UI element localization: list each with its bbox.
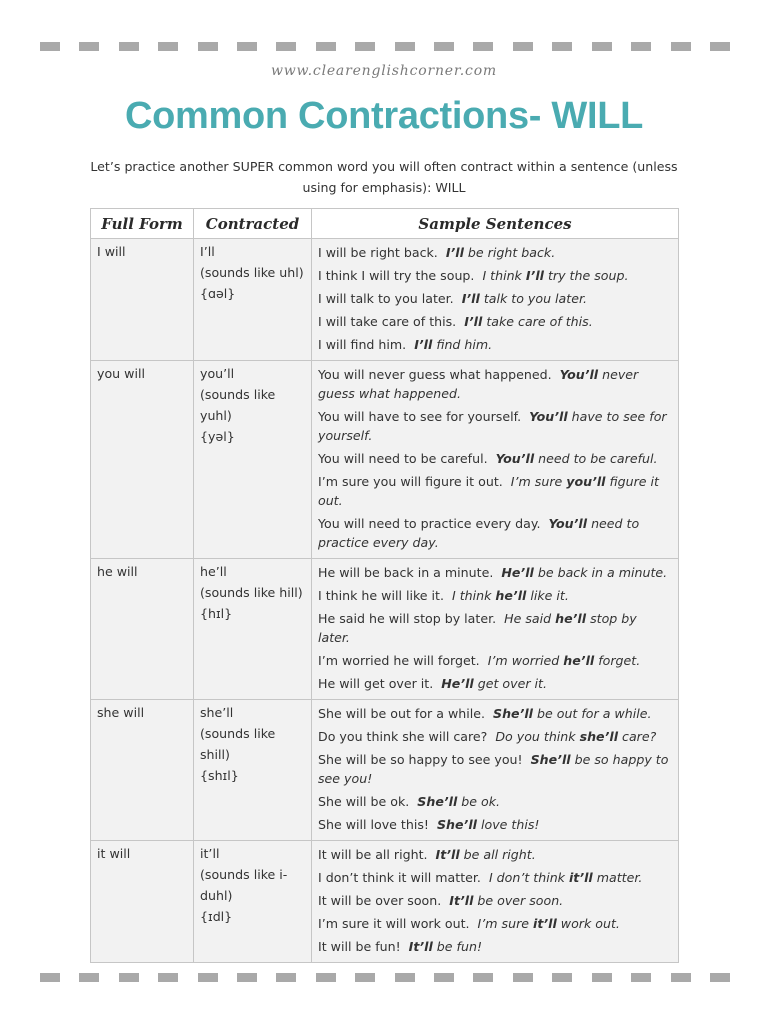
contraction-highlight: You’ll bbox=[529, 409, 568, 424]
full-sentence: He said he will stop by later. bbox=[318, 611, 497, 626]
contraction-highlight: you’ll bbox=[566, 474, 606, 489]
border-dash bbox=[158, 973, 178, 982]
contraction-highlight: He’ll bbox=[441, 676, 474, 691]
phonetic-spelling: {yəl} bbox=[200, 429, 235, 444]
full-sentence: It will be over soon. bbox=[318, 893, 442, 908]
contraction-highlight: He’ll bbox=[501, 565, 534, 580]
contracted-sentence bbox=[493, 706, 651, 721]
contracted-form: he’ll bbox=[200, 564, 227, 579]
border-dash bbox=[237, 973, 257, 982]
contracted-sentence bbox=[478, 916, 620, 931]
pronunciation-note: (sounds like uhl) bbox=[200, 265, 304, 280]
contracted-form: you’ll bbox=[200, 366, 235, 381]
contraction-highlight: She’ll bbox=[530, 752, 571, 767]
pronunciation-note: (sounds like yuhl) bbox=[200, 387, 276, 423]
full-sentence: I think he will like it. bbox=[318, 588, 444, 603]
contracted-cell bbox=[194, 559, 312, 700]
contracted-sentence bbox=[488, 653, 641, 668]
contracted-sentence bbox=[482, 268, 628, 283]
contracted-sentence bbox=[496, 451, 658, 466]
sample-sentence bbox=[318, 407, 672, 445]
border-dash bbox=[592, 973, 612, 982]
contracted-cell bbox=[194, 700, 312, 841]
border-dash bbox=[316, 973, 336, 982]
full-sentence: Do you think she will care? bbox=[318, 729, 488, 744]
sample-sentence bbox=[318, 289, 672, 308]
contracted-sentence bbox=[441, 676, 547, 691]
full-sentence: I’m worried he will forget. bbox=[318, 653, 480, 668]
contracted-sentence bbox=[409, 939, 482, 954]
sentence-suffix: care? bbox=[618, 729, 657, 744]
sentence-prefix: He said bbox=[504, 611, 556, 626]
sentence-suffix: need to practice every day. bbox=[318, 516, 640, 550]
table-row bbox=[91, 239, 679, 361]
sentence-suffix: take care of this. bbox=[482, 314, 593, 329]
border-dash bbox=[79, 973, 99, 982]
contraction-highlight: he’ll bbox=[563, 653, 595, 668]
contracted-sentence bbox=[446, 245, 555, 260]
border-dash bbox=[355, 973, 375, 982]
contracted-sentence bbox=[449, 893, 563, 908]
contracted-sentence bbox=[452, 588, 569, 603]
full-sentence: He will be back in a minute. bbox=[318, 565, 494, 580]
sentence-suffix: matter. bbox=[592, 870, 643, 885]
contraction-highlight: I’ll bbox=[525, 268, 544, 283]
contraction-highlight: She’ll bbox=[417, 794, 458, 809]
border-dash bbox=[79, 42, 99, 51]
phonetic-spelling: {shɪl} bbox=[200, 768, 239, 783]
full-form-cell: I will bbox=[91, 239, 194, 361]
border-dash bbox=[119, 973, 139, 982]
border-dash bbox=[513, 973, 533, 982]
sentence-suffix: be over soon. bbox=[473, 893, 564, 908]
sentence-suffix: talk to you later. bbox=[479, 291, 587, 306]
phonetic-spelling: {ɑəl} bbox=[200, 286, 236, 301]
full-sentence: I will find him. bbox=[318, 337, 407, 352]
contraction-highlight: It’ll bbox=[449, 893, 474, 908]
top-dashed-border bbox=[40, 42, 730, 51]
header-sample-sentences: Sample Sentences bbox=[312, 209, 679, 239]
header-full-form: Full Form bbox=[91, 209, 194, 239]
full-sentence: I will talk to you later. bbox=[318, 291, 454, 306]
contractions-table bbox=[90, 208, 679, 963]
sentence-suffix: be so happy to see you! bbox=[318, 752, 669, 786]
full-sentence: He will get over it. bbox=[318, 676, 434, 691]
border-dash bbox=[631, 973, 651, 982]
contraction-highlight: she’ll bbox=[579, 729, 619, 744]
sentence-suffix: figure it out. bbox=[318, 474, 659, 508]
pronunciation-note: (sounds like shill) bbox=[200, 726, 276, 762]
full-sentence: She will be ok. bbox=[318, 794, 410, 809]
intro-text: Let’s practice another SUPER common word you will often contract within a sentence (unless using for emphasis): WILL bbox=[90, 159, 678, 195]
sentence-suffix: be all right. bbox=[459, 847, 536, 862]
border-dash bbox=[631, 42, 651, 51]
contracted-sentence bbox=[489, 870, 642, 885]
contracted-sentence bbox=[464, 314, 593, 329]
sentence-suffix: like it. bbox=[526, 588, 569, 603]
header-contracted: Contracted bbox=[194, 209, 312, 239]
table-row bbox=[91, 841, 679, 963]
table-row bbox=[91, 559, 679, 700]
sample-sentence bbox=[318, 727, 672, 746]
sentence-suffix: have to see for yourself. bbox=[318, 409, 667, 443]
sample-sentence bbox=[318, 335, 672, 354]
sentence-prefix: I think bbox=[452, 588, 496, 603]
border-dash bbox=[473, 42, 493, 51]
full-sentence: I’m sure it will work out. bbox=[318, 916, 470, 931]
border-dash bbox=[592, 42, 612, 51]
border-dash bbox=[395, 973, 415, 982]
border-dash bbox=[355, 42, 375, 51]
sample-sentence bbox=[318, 792, 672, 811]
sentence-suffix: try the soup. bbox=[543, 268, 629, 283]
sentence-suffix: find him. bbox=[432, 337, 493, 352]
sample-sentence bbox=[318, 891, 672, 910]
border-dash bbox=[671, 973, 691, 982]
border-dash bbox=[710, 42, 730, 51]
border-dash bbox=[513, 42, 533, 51]
pronunciation-note: (sounds like i-duhl) bbox=[200, 867, 288, 903]
full-sentence: You will need to practice every day. bbox=[318, 516, 541, 531]
sentence-prefix: I think bbox=[482, 268, 526, 283]
border-dash bbox=[671, 42, 691, 51]
sample-sentence bbox=[318, 937, 672, 956]
sentence-prefix: I don’t think bbox=[488, 870, 569, 885]
full-sentence: She will be out for a while. bbox=[318, 706, 485, 721]
sentence-suffix: be back in a minute. bbox=[533, 565, 668, 580]
sample-sentence bbox=[318, 868, 672, 887]
sample-sentence bbox=[318, 704, 672, 723]
border-dash bbox=[158, 42, 178, 51]
border-dash bbox=[395, 42, 415, 51]
bottom-dashed-border bbox=[40, 973, 730, 982]
contracted-form: I’ll bbox=[200, 244, 215, 259]
full-sentence: I think I will try the soup. bbox=[318, 268, 475, 283]
border-dash bbox=[198, 42, 218, 51]
full-form-cell: you will bbox=[91, 361, 194, 559]
sentence-suffix: never guess what happened. bbox=[318, 367, 639, 401]
contraction-highlight: She’ll bbox=[493, 706, 533, 721]
border-dash bbox=[552, 42, 572, 51]
sample-sentence bbox=[318, 514, 672, 552]
sample-sentence bbox=[318, 609, 672, 647]
contraction-highlight: I’ll bbox=[414, 337, 433, 352]
contracted-cell bbox=[194, 841, 312, 963]
contraction-highlight: it’ll bbox=[568, 870, 593, 885]
contraction-highlight: It’ll bbox=[408, 939, 433, 954]
sample-sentence bbox=[318, 472, 672, 510]
contracted-sentence bbox=[436, 847, 536, 862]
website-url: www.clearenglishcorner.com bbox=[270, 63, 497, 79]
sample-sentences-cell bbox=[312, 559, 679, 700]
sentence-suffix: be ok. bbox=[457, 794, 501, 809]
contracted-form: she’ll bbox=[200, 705, 234, 720]
contracted-cell bbox=[194, 361, 312, 559]
border-dash bbox=[434, 973, 454, 982]
phonetic-spelling: {ɪdl} bbox=[200, 909, 233, 924]
contraction-highlight: he’ll bbox=[495, 588, 527, 603]
contraction-highlight: I’ll bbox=[445, 245, 464, 260]
contracted-sentence bbox=[501, 565, 667, 580]
sample-sentences-cell bbox=[312, 239, 679, 361]
full-form-cell: he will bbox=[91, 559, 194, 700]
sentence-suffix: love this! bbox=[476, 817, 540, 832]
sample-sentence bbox=[318, 243, 672, 262]
contracted-sentence bbox=[417, 794, 500, 809]
sentence-prefix: Do you think bbox=[495, 729, 580, 744]
sample-sentence bbox=[318, 914, 672, 933]
sample-sentences-cell bbox=[312, 841, 679, 963]
table-row bbox=[91, 361, 679, 559]
sentence-suffix: work out. bbox=[556, 916, 620, 931]
sample-sentence bbox=[318, 586, 672, 605]
border-dash bbox=[276, 42, 296, 51]
full-sentence: She will love this! bbox=[318, 817, 429, 832]
sentence-suffix: forget. bbox=[594, 653, 641, 668]
border-dash bbox=[316, 42, 336, 51]
sample-sentences-cell bbox=[312, 361, 679, 559]
sample-sentences-cell bbox=[312, 700, 679, 841]
full-sentence: I’m sure you will figure it out. bbox=[318, 474, 503, 489]
full-sentence: She will be so happy to see you! bbox=[318, 752, 523, 767]
table-row bbox=[91, 700, 679, 841]
full-form-cell: she will bbox=[91, 700, 194, 841]
sentence-suffix: be fun! bbox=[432, 939, 482, 954]
sample-sentence bbox=[318, 750, 672, 788]
border-dash bbox=[710, 973, 730, 982]
contraction-highlight: he’ll bbox=[555, 611, 587, 626]
border-dash bbox=[473, 973, 493, 982]
sample-sentence bbox=[318, 651, 672, 670]
page-title: Common Contractions- WILL bbox=[124, 95, 644, 137]
full-sentence: It will be all right. bbox=[318, 847, 428, 862]
sentence-suffix: be out for a while. bbox=[533, 706, 652, 721]
border-dash bbox=[276, 973, 296, 982]
border-dash bbox=[119, 42, 139, 51]
sentence-suffix: get over it. bbox=[473, 676, 547, 691]
border-dash bbox=[552, 973, 572, 982]
sample-sentence bbox=[318, 266, 672, 285]
full-sentence: You will have to see for yourself. bbox=[318, 409, 522, 424]
full-sentence: I will be right back. bbox=[318, 245, 438, 260]
full-sentence: I don’t think it will matter. bbox=[318, 870, 481, 885]
sample-sentence bbox=[318, 312, 672, 331]
contracted-sentence bbox=[437, 817, 539, 832]
contraction-highlight: You’ll bbox=[548, 516, 588, 531]
full-sentence: You will need to be careful. bbox=[318, 451, 488, 466]
sentence-suffix: need to be careful. bbox=[534, 451, 658, 466]
contracted-cell bbox=[194, 239, 312, 361]
full-sentence: I will take care of this. bbox=[318, 314, 457, 329]
border-dash bbox=[434, 42, 454, 51]
contracted-form: it’ll bbox=[200, 846, 220, 861]
full-sentence: You will never guess what happened. bbox=[318, 367, 552, 382]
sentence-prefix: I’m worried bbox=[487, 653, 564, 668]
sample-sentence bbox=[318, 815, 672, 834]
border-dash bbox=[237, 42, 257, 51]
border-dash bbox=[40, 42, 60, 51]
contraction-highlight: It’ll bbox=[435, 847, 460, 862]
contraction-highlight: She’ll bbox=[436, 817, 477, 832]
contracted-sentence bbox=[414, 337, 492, 352]
sentence-suffix: be right back. bbox=[463, 245, 556, 260]
contraction-highlight: You’ll bbox=[495, 451, 535, 466]
sample-sentence bbox=[318, 845, 672, 864]
phonetic-spelling: {hɪl} bbox=[200, 606, 233, 621]
sentence-prefix: I’m sure bbox=[510, 474, 567, 489]
full-form-cell: it will bbox=[91, 841, 194, 963]
sample-sentence bbox=[318, 674, 672, 693]
contraction-highlight: I’ll bbox=[461, 291, 480, 306]
sample-sentence bbox=[318, 563, 672, 582]
full-sentence: It will be fun! bbox=[318, 939, 401, 954]
table-header-row bbox=[91, 209, 679, 239]
border-dash bbox=[198, 973, 218, 982]
border-dash bbox=[40, 973, 60, 982]
contraction-highlight: You’ll bbox=[559, 367, 599, 382]
sentence-suffix: stop by later. bbox=[318, 611, 637, 645]
contraction-highlight: I’ll bbox=[464, 314, 483, 329]
sample-sentence bbox=[318, 449, 672, 468]
sentence-prefix: I’m sure bbox=[477, 916, 534, 931]
pronunciation-note: (sounds like hill) bbox=[200, 585, 303, 600]
contracted-sentence bbox=[495, 729, 656, 744]
sample-sentence bbox=[318, 365, 672, 403]
contracted-sentence bbox=[462, 291, 587, 306]
contraction-highlight: it’ll bbox=[533, 916, 557, 931]
